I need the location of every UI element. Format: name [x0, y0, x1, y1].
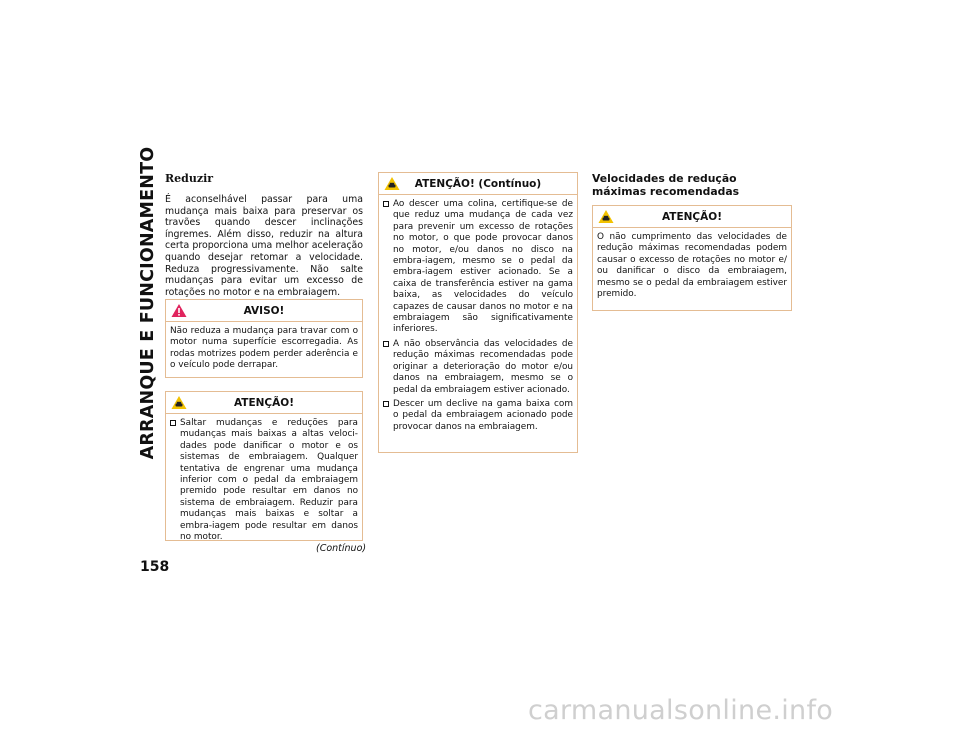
- atencao-bullet: [170, 418, 358, 543]
- atencao-box: [165, 391, 363, 541]
- section-title-reduzir: Reduzir: [165, 172, 214, 185]
- chapter-tab: [137, 146, 159, 460]
- aviso-title: AVISO!: [243, 305, 285, 317]
- atencao-bullet: [383, 399, 573, 433]
- bullet-square-icon: [170, 420, 176, 426]
- chapter-title: ARRANQUE E FUNCIONAMENTO: [138, 146, 158, 460]
- atencao-text: O não cumprimento das velocidades de redução máximas recomendadas podem causar o excesso de rotações no motor e/ ou danificar o disco da embraiagem, mesmo se o pedal da embraiagem estiver premido.: [597, 232, 787, 300]
- atencao-title: ATENÇÃO!: [662, 211, 722, 223]
- atencao-body: [166, 414, 362, 550]
- atencao-title: ATENÇÃO!: [234, 397, 294, 409]
- bullet-square-icon: [383, 401, 389, 407]
- atencao-continued-title: ATENÇÃO! (Contínuo): [414, 178, 542, 190]
- aviso-box: [165, 299, 363, 378]
- reduzir-paragraph: É aconselhável passar para uma mudança mais baixa para preservar os travões quando descer inclinações íngremes. Além disso, reduzir na altura certa proporciona uma melhor aceleração quando desejar retomar a velocidade. Reduza progressivamente. Não salte mudanças para evitar um excesso de rotações no motor e na embraiagem.: [165, 194, 363, 298]
- bullet-square-icon: [383, 201, 389, 207]
- bullet-text: Descer um declive na gama baixa com o pedal da embraiagem acionado pode provocar danos na embraiagem.: [393, 398, 573, 432]
- aviso-text: Não reduza a mudança para travar com o motor numa superfície escorregadia. As rodas motrizes podem perder aderência e o veículo pode derrapar.: [170, 326, 358, 371]
- page-number: 158: [140, 559, 170, 575]
- continued-label: (Contínuo): [316, 543, 367, 554]
- section-title-velocidades: Velocidades de redução máximas recomendadas: [592, 172, 740, 198]
- atencao-header: [593, 206, 791, 228]
- atencao-header: [166, 392, 362, 414]
- bullet-text: A não observância das velocidades de redução máximas recomendadas pode originar a deterioração do motor e/ou danos na embraiagem, mesmo se o pedal da embraiagem estiver acionado.: [393, 338, 573, 395]
- watermark: carmanualsonline.info: [528, 695, 834, 726]
- bullet-text: Saltar mudanças e reduções para mudanças mais baixas a altas veloci-dades pode danificar o motor e os sistemas de embraiagem. Qualquer tentativa de engrenar uma mudança inferior com o pedal da embraiagem premido pode resultar em danos no sistema de embraiagem. Reduzir para mudanças mais baixas e soltar a embra-iagem pode resultar em danos no motor.: [180, 418, 358, 543]
- atencao-continued-header: [379, 173, 577, 195]
- bullet-square-icon: [383, 341, 389, 347]
- bullet-text: Ao descer uma colina, certifique-se de que reduz uma mudança de cada vez para prevenir um excesso de rotações no motor, o que pode provocar danos no motor, e/ou danos no disco na embra-iagem, mesmo se o pedal da embra-iagem estiver acionado. Se a caixa de transferência estiver na gama baixa, as velocidades do veículo capazes de causar danos no motor e na embraiagem são significativamente inferiores.: [393, 199, 573, 335]
- atencao-box-velocidades: [592, 205, 792, 311]
- aviso-header: [166, 300, 362, 322]
- atencao-bullet: [383, 339, 573, 396]
- atencao-bullet: [383, 199, 573, 336]
- atencao-continued-body: [379, 195, 577, 440]
- atencao-continued-box: [378, 172, 578, 453]
